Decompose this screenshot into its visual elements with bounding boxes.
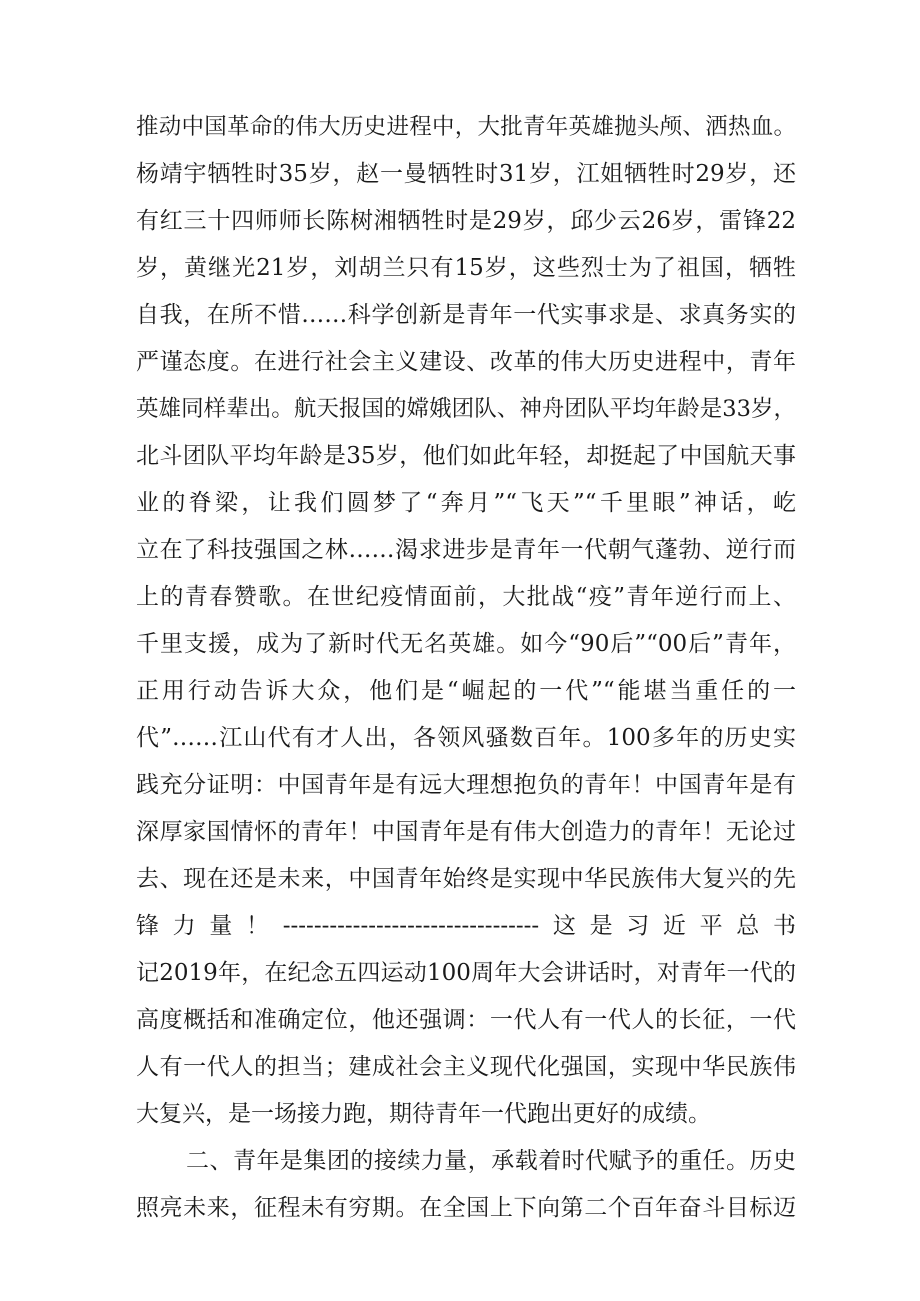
text-line: 人有一代人的担当；建成社会主义现代化强国，实现中华民族伟 [136,1054,796,1080]
text-line: 杨靖宇牺牲时35岁，赵一曼牺牲时31岁，江姐牺牲时29岁，还 [136,161,796,187]
text-line: 记2019年，在纪念五四运动100周年大会讲话时，对青年一代的 [136,960,796,986]
body-text [136,104,796,1232]
text-line: 代”……江山代有才人出，各领风骚数百年。100多年的历史实 [136,725,796,751]
text-line: 严谨态度。在进行社会主义建设、改革的伟大历史进程中，青年 [136,349,796,375]
text-line: 千里支援，成为了新时代无名英雄。如今“90后”“00后”青年， [136,631,796,657]
text-line: 业的脊梁，让我们圆梦了“奔月”“飞天”“千里眼”神话，屹 [136,490,796,516]
text-line: 推动中国革命的伟大历史进程中，大批青年英雄抛头颅、洒热血。 [136,114,796,140]
text-line: 北斗团队平均年龄是35岁，他们如此年轻，却挺起了中国航天事 [136,443,796,469]
text-line: 正用行动告诉大众，他们是“崛起的一代”“能堪当重任的一 [136,678,796,704]
text-line: 立在了科技强国之林……渴求进步是青年一代朝气蓬勃、逆行而 [136,537,796,563]
text-line: 上的青春赞歌。在世纪疫情面前，大批战“疫”青年逆行而上、 [136,584,796,610]
text-line: 自我，在所不惜……科学创新是青年一代实事求是、求真务实的 [136,302,796,328]
text-line: 英雄同样辈出。航天报国的嫦娥团队、神舟团队平均年龄是33岁， [136,396,796,422]
section-heading-line: 二、青年是集团的接续力量，承载着时代赋予的重任。历史 [186,1148,796,1174]
text-line: 深厚家国情怀的青年！中国青年是有伟大创造力的青年！无论过 [136,819,796,845]
text-line: 高度概括和准确定位，他还强调：一代人有一代人的长征，一代 [136,1007,796,1033]
text-line: 去、现在还是未来，中国青年始终是实现中华民族伟大复兴的先 [136,866,796,892]
text-line: 锋力量！---------------------------------这是习近平总书 [136,913,796,939]
text-line: 照亮未来，征程未有穷期。在全国上下向第二个百年奋斗目标迈 [136,1195,796,1221]
text-line: 践充分证明：中国青年是有远大理想抱负的青年！中国青年是有 [136,772,796,798]
text-line: 有红三十四师师长陈树湘牺牲时是29岁，邱少云26岁，雷锋22 [136,208,796,234]
paragraph-last-line: 大复兴，是一场接力跑，期待青年一代跑出更好的成绩。 [136,1101,711,1127]
text-line: 岁，黄继光21岁，刘胡兰只有15岁，这些烈士为了祖国，牺牲 [136,255,796,281]
